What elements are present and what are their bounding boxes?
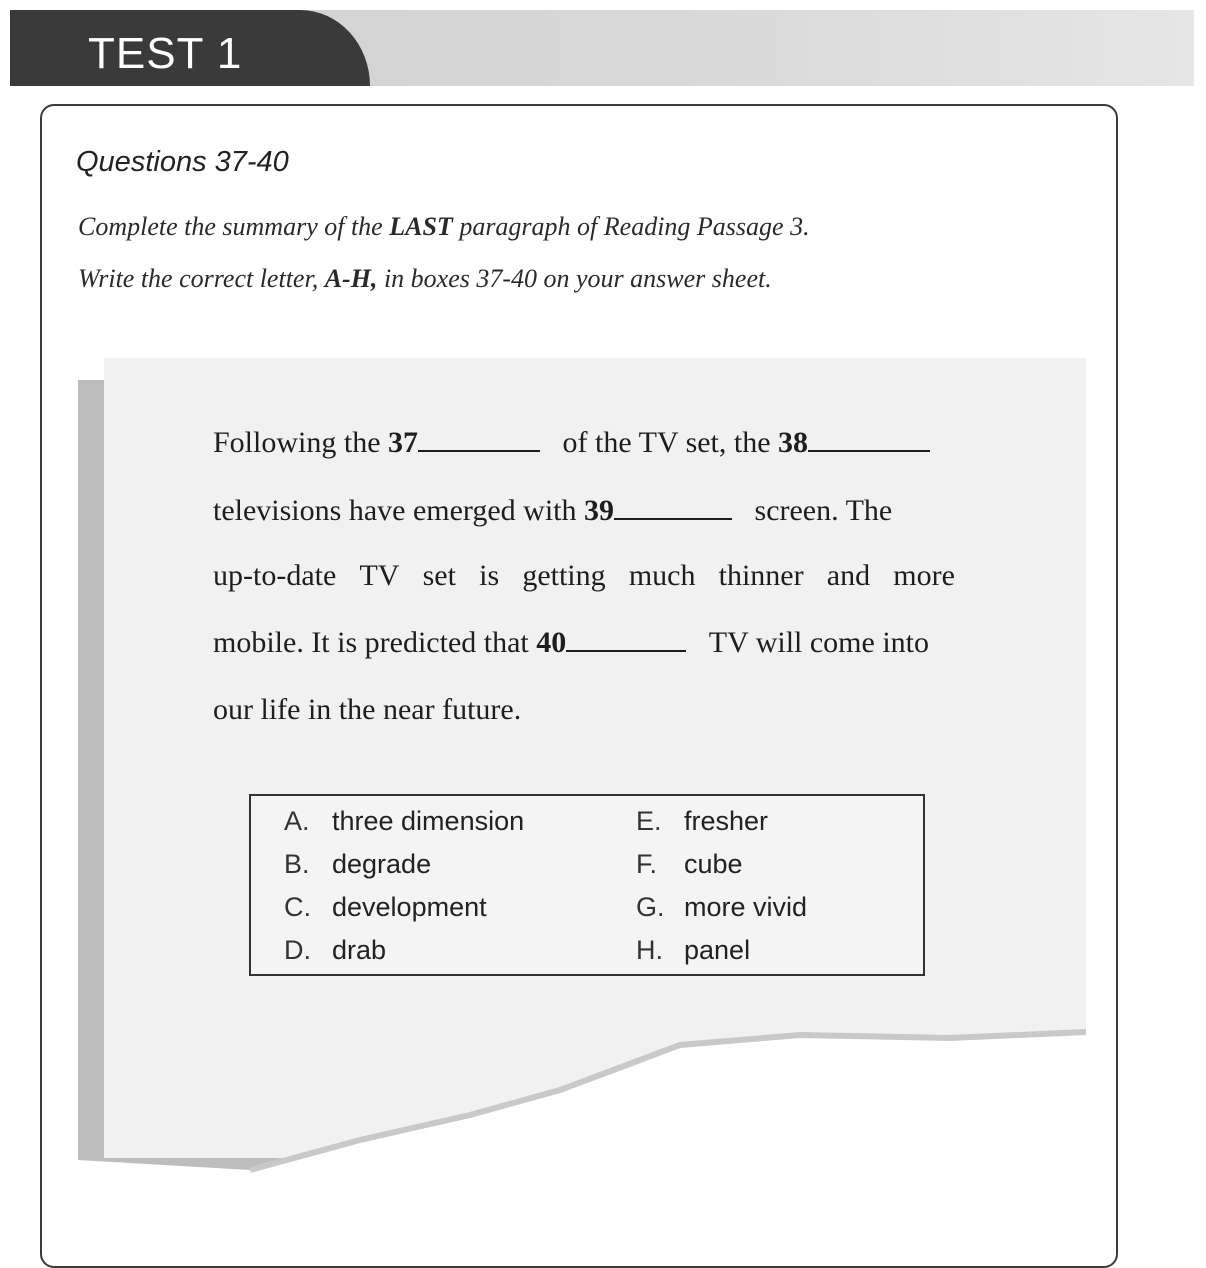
option-a: A. three dimension	[284, 806, 525, 836]
questions-heading: Questions 37-40	[76, 146, 289, 178]
answer-blank-40[interactable]	[566, 622, 686, 652]
option-f: F. cube	[636, 849, 743, 879]
option-e: E. fresher	[636, 806, 769, 836]
torn-paper-edge	[0, 1020, 1206, 1240]
option-g: G. more vivid	[636, 892, 808, 922]
option-b: B. degrade	[284, 849, 432, 879]
answer-blank-37[interactable]	[418, 422, 540, 452]
summary-line-3: up-to-date TV set is getting much thinner and more	[213, 559, 955, 592]
summary-line-2: televisions have emerged with 39 screen. The	[213, 490, 955, 531]
instruction-line-2: Write the correct letter, A-H, in boxes 37-40 on your answer sheet.	[78, 264, 772, 293]
page-title: TEST 1	[88, 29, 243, 78]
option-c: C. development	[284, 892, 487, 922]
instruction-line-1: Complete the summary of the LAST paragraph of Reading Passage 3.	[78, 212, 810, 241]
answer-blank-39[interactable]	[614, 490, 732, 520]
summary-line-1: Following the 37 of the TV set, the 38	[213, 422, 955, 463]
answer-blank-38[interactable]	[808, 422, 930, 452]
summary-line-4: mobile. It is predicted that 40 TV will come into	[213, 622, 955, 663]
summary-line-5: our life in the near future.	[213, 693, 522, 726]
option-h: H. panel	[636, 935, 751, 965]
option-d: D. drab	[284, 935, 387, 965]
